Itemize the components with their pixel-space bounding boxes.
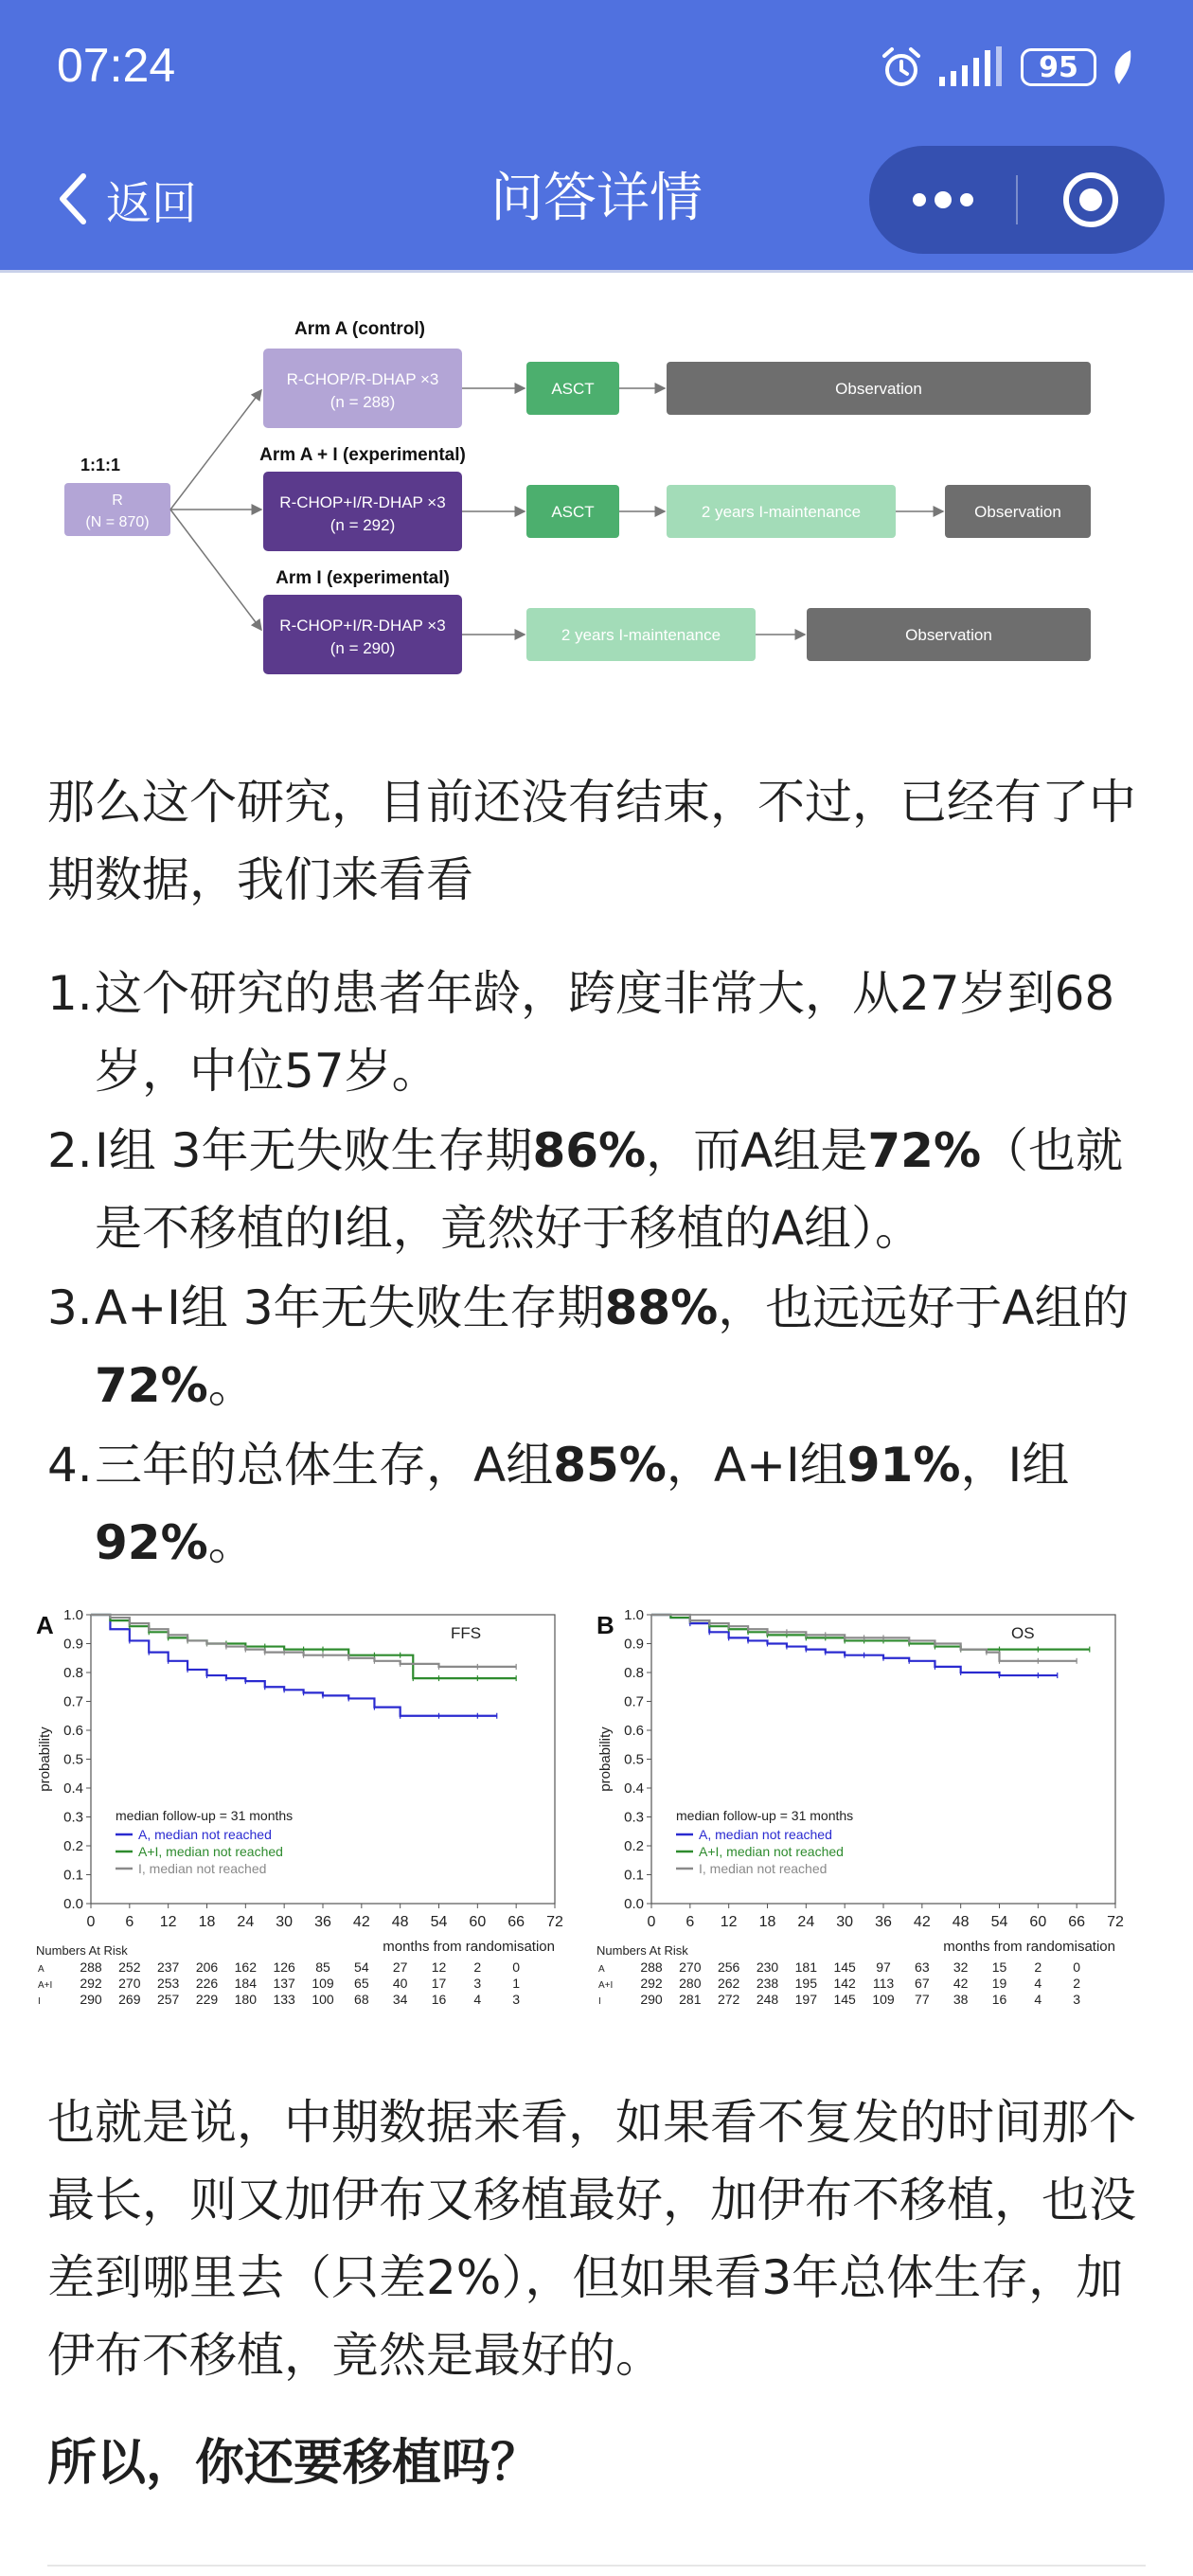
- conclusion-paragraph: 也就是说，中期数据来看，如果看不复发的时间那个最长，则又加伊布又移植最好，加伊布不移植，也没差到哪里去（只差2%），但如果看3年总体生存，加伊布不移植，竟然是最好的。: [47, 2095, 1136, 2383]
- arm-a-n: (n = 288): [329, 393, 396, 411]
- x-axis-label: months from randomisation: [943, 1939, 1115, 1955]
- text-segment: I组 3年无失败生存期: [95, 1123, 533, 1178]
- list-text: [95, 1426, 1155, 1582]
- y-tick-label: 0.4: [624, 1780, 644, 1797]
- x-tick-label: 0: [647, 1914, 656, 1930]
- x-tick-label: 72: [546, 1914, 563, 1930]
- trial-schema-diagram: [47, 294, 1146, 691]
- list-text: [95, 1269, 1155, 1424]
- rand-label: R: [112, 492, 123, 509]
- arm-ai-title: Arm A + I (experimental): [259, 445, 466, 465]
- at-risk-value: 292: [640, 1976, 663, 1991]
- list-number: 2.: [47, 1123, 93, 1178]
- x-tick-label: 24: [237, 1914, 255, 1930]
- y-tick-label: 0.1: [63, 1867, 83, 1884]
- y-tick-label: 0.6: [63, 1723, 83, 1739]
- status-time: 07:24: [57, 39, 176, 92]
- intro-paragraph: 那么这个研究，目前还没有结束，不过，已经有了中期数据，我们来看看: [47, 775, 1136, 907]
- x-tick-label: 60: [1029, 1914, 1047, 1930]
- at-risk-value: 288: [640, 1959, 663, 1975]
- at-risk-value: 100: [312, 1992, 334, 2007]
- at-risk-value: 97: [876, 1959, 891, 1975]
- x-tick-label: 54: [990, 1914, 1008, 1930]
- x-axis-label: months from randomisation: [383, 1939, 555, 1955]
- at-risk-value: 238: [756, 1976, 779, 1991]
- arm-i-n: (n = 290): [329, 639, 396, 657]
- at-risk-value: 269: [118, 1992, 141, 2007]
- at-risk-value: 4: [1034, 1976, 1042, 1991]
- at-risk-value: 126: [273, 1959, 295, 1975]
- at-risk-value: 113: [872, 1976, 895, 1991]
- at-risk-value: 1: [512, 1976, 521, 1991]
- at-risk-value: 85: [315, 1959, 330, 1975]
- at-risk-value: 180: [234, 1992, 258, 2007]
- at-risk-value: 0: [1073, 1959, 1081, 1975]
- at-risk-row-name: A: [38, 1964, 45, 1975]
- at-risk-value: 2: [473, 1959, 482, 1975]
- arm-ai-regimen-box: [263, 472, 462, 551]
- at-risk-value: 237: [156, 1959, 180, 1975]
- rand-n: (N = 870): [85, 514, 150, 530]
- at-risk-value: 32: [953, 1959, 969, 1975]
- list-text: [95, 1112, 1155, 1267]
- at-risk-value: 181: [794, 1959, 818, 1975]
- y-tick-label: 0.0: [624, 1896, 644, 1912]
- x-tick-label: 66: [507, 1914, 525, 1930]
- at-risk-value: 63: [915, 1959, 930, 1975]
- at-risk-value: 197: [794, 1992, 818, 2007]
- at-risk-value: 137: [273, 1976, 295, 1991]
- at-risk-value: 280: [679, 1976, 702, 1991]
- os-survival-chart: [596, 1603, 1160, 2048]
- y-tick-label: 0.6: [624, 1723, 644, 1739]
- branch-arm-a: [170, 390, 261, 510]
- y-tick-label: 1.0: [63, 1607, 83, 1623]
- text-segment: 。: [207, 1358, 256, 1413]
- at-risk-value: 67: [915, 1976, 930, 1991]
- arm-ai-asct: ASCT: [551, 503, 595, 521]
- y-tick-label: 0.9: [63, 1636, 83, 1653]
- text-segment: ，而A组是: [646, 1123, 868, 1178]
- legend-entry: A, median not reached: [138, 1827, 272, 1842]
- page-title: 问答详情: [490, 168, 703, 229]
- at-risk-value: 4: [473, 1992, 482, 2007]
- arm-i-observation: Observation: [905, 626, 992, 644]
- x-tick-label: 72: [1107, 1914, 1124, 1930]
- at-risk-value: 77: [915, 1992, 930, 2007]
- bold-value: 86%: [532, 1123, 647, 1178]
- status-icons: [879, 42, 1136, 93]
- list-item: [47, 1269, 1155, 1424]
- at-risk-value: 65: [354, 1976, 369, 1991]
- x-tick-label: 12: [720, 1914, 738, 1930]
- chart-title: FFS: [451, 1624, 482, 1642]
- at-risk-value: 3: [512, 1992, 521, 2007]
- final-question: 所以，你还要移植吗？: [47, 2435, 541, 2492]
- at-risk-value: 27: [392, 1959, 408, 1975]
- x-tick-label: 42: [913, 1914, 931, 1930]
- at-risk-value: 109: [872, 1992, 895, 2007]
- at-risk-value: 290: [640, 1992, 663, 2007]
- x-tick-label: 42: [352, 1914, 370, 1930]
- y-tick-label: 0.3: [624, 1809, 644, 1826]
- at-risk-value: 16: [991, 1992, 1007, 2007]
- arm-a-regimen-box: [263, 349, 462, 428]
- at-risk-value: 257: [156, 1992, 180, 2007]
- at-risk-row-name: I: [598, 1996, 601, 2007]
- signal-icon: [937, 46, 1007, 88]
- bold-value: 91%: [846, 1438, 961, 1493]
- legend-title: median follow-up = 31 months: [116, 1808, 294, 1823]
- y-axis-label: probability: [597, 1726, 614, 1792]
- arm-a-asct: ASCT: [551, 380, 595, 398]
- legend-entry: A, median not reached: [699, 1827, 832, 1842]
- at-risk-value: 290: [80, 1992, 102, 2007]
- at-risk-label: Numbers At Risk: [596, 1943, 688, 1958]
- x-tick-label: 0: [86, 1914, 96, 1930]
- text-segment: ，也远远好于A组的: [718, 1280, 1130, 1335]
- chart-title: OS: [1011, 1624, 1035, 1642]
- at-risk-value: 54: [354, 1959, 369, 1975]
- at-risk-value: 281: [679, 1992, 702, 2007]
- divider: [47, 2565, 1146, 2567]
- legend-entry: A+I, median not reached: [699, 1844, 844, 1859]
- x-tick-label: 24: [797, 1914, 815, 1930]
- y-tick-label: 0.9: [624, 1636, 644, 1653]
- at-risk-value: 68: [354, 1992, 369, 2007]
- at-risk-value: 253: [156, 1976, 180, 1991]
- bold-value: 92%: [95, 1515, 208, 1570]
- at-risk-value: 38: [953, 1992, 969, 2007]
- x-tick-label: 30: [836, 1914, 854, 1930]
- at-risk-row-name: A+I: [598, 1980, 614, 1991]
- list-item: [47, 1112, 1155, 1267]
- schema-ratio: 1:1:1: [80, 456, 121, 474]
- list-text: [95, 955, 1155, 1110]
- arm-i-regimen-box: [263, 595, 462, 674]
- y-tick-label: 0.8: [624, 1665, 644, 1681]
- text-segment: 三年的总体生存，A组: [95, 1438, 554, 1493]
- bold-value: 72%: [867, 1123, 982, 1178]
- at-risk-value: 133: [273, 1992, 295, 2007]
- battery-level: 95: [1039, 50, 1078, 84]
- bold-value: 85%: [553, 1438, 667, 1493]
- back-label: 返回: [106, 176, 198, 230]
- at-risk-value: 184: [234, 1976, 258, 1991]
- y-tick-label: 0.2: [624, 1838, 644, 1854]
- x-tick-label: 60: [469, 1914, 487, 1930]
- bold-value: 72%: [95, 1358, 208, 1413]
- text-segment: 这个研究的患者年龄，跨度非常大，从27岁到68岁，中位57岁。: [95, 966, 1115, 1099]
- at-risk-value: 40: [392, 1976, 408, 1991]
- at-risk-value: 34: [392, 1992, 408, 2007]
- at-risk-value: 12: [431, 1959, 447, 1975]
- at-risk-value: 252: [118, 1959, 141, 1975]
- at-risk-value: 162: [234, 1959, 258, 1975]
- x-tick-label: 36: [875, 1914, 892, 1930]
- text-segment: ，A+I组: [666, 1438, 847, 1493]
- at-risk-value: 42: [953, 1976, 969, 1991]
- y-tick-label: 0.8: [63, 1665, 83, 1681]
- at-risk-value: 229: [195, 1992, 219, 2007]
- at-risk-value: 226: [195, 1976, 219, 1991]
- list-item: [47, 1426, 1155, 1582]
- y-tick-label: 0.3: [63, 1809, 83, 1826]
- y-tick-label: 1.0: [624, 1607, 644, 1623]
- legend-entry: I, median not reached: [699, 1861, 828, 1876]
- at-risk-value: 270: [118, 1976, 141, 1991]
- at-risk-value: 288: [80, 1959, 102, 1975]
- x-tick-label: 48: [391, 1914, 409, 1930]
- arm-ai-n: (n = 292): [329, 516, 396, 534]
- branch-arm-i: [170, 510, 261, 630]
- x-tick-label: 36: [314, 1914, 331, 1930]
- text-segment: A+I组 3年无失败生存期: [95, 1280, 605, 1335]
- at-risk-value: 4: [1034, 1992, 1042, 2007]
- at-risk-value: 3: [473, 1976, 482, 1991]
- x-tick-label: 54: [430, 1914, 448, 1930]
- battery-icon: [1021, 48, 1096, 86]
- panel-label: A: [36, 1611, 54, 1639]
- arm-i-title: Arm I (experimental): [276, 568, 450, 588]
- at-risk-value: 17: [431, 1976, 447, 1991]
- alarm-icon: [879, 45, 924, 90]
- arm-ai-regimen: R-CHOP+I/R-DHAP ×3: [279, 493, 446, 511]
- text-segment: （也就是不移植的I组，竟然好于移植的A组）。: [95, 1123, 1124, 1256]
- at-risk-value: 2: [1073, 1976, 1081, 1991]
- x-tick-label: 30: [276, 1914, 294, 1930]
- at-risk-value: 272: [717, 1992, 740, 2007]
- y-axis-label: probability: [37, 1726, 53, 1792]
- at-risk-value: 206: [195, 1959, 219, 1975]
- close-miniprogram-button[interactable]: [1018, 146, 1165, 254]
- at-risk-value: 262: [717, 1976, 740, 1991]
- mini-program-capsule: [869, 146, 1165, 254]
- at-risk-value: 145: [833, 1959, 856, 1975]
- at-risk-value: 270: [679, 1959, 702, 1975]
- at-risk-value: 19: [991, 1976, 1007, 1991]
- list-number: 3.: [47, 1280, 93, 1335]
- legend-entry: I, median not reached: [138, 1861, 267, 1876]
- at-risk-value: 3: [1073, 1992, 1081, 2007]
- legend-title: median follow-up = 31 months: [676, 1808, 854, 1823]
- at-risk-value: 230: [756, 1959, 779, 1975]
- at-risk-value: 109: [312, 1976, 334, 1991]
- arm-ai-maintenance: 2 years I-maintenance: [701, 503, 862, 521]
- nav-bar: [0, 133, 1193, 273]
- legend-entry: A+I, median not reached: [138, 1844, 283, 1859]
- list-number: 1.: [47, 966, 93, 1021]
- list-item: [47, 955, 1155, 1110]
- text-segment: ，I组: [960, 1438, 1070, 1493]
- y-tick-label: 0.0: [63, 1896, 83, 1912]
- more-dots-icon: [910, 190, 976, 209]
- findings-list: [47, 955, 1155, 1583]
- at-risk-value: 256: [717, 1959, 740, 1975]
- at-risk-value: 15: [991, 1959, 1007, 1975]
- panel-label: B: [596, 1611, 614, 1639]
- arm-a-observation: Observation: [835, 380, 922, 398]
- y-tick-label: 0.5: [63, 1751, 83, 1768]
- y-tick-label: 0.4: [63, 1780, 83, 1797]
- x-tick-label: 6: [125, 1914, 134, 1930]
- x-tick-label: 18: [198, 1914, 216, 1930]
- at-risk-value: 2: [1034, 1959, 1042, 1975]
- arm-i-maintenance: 2 years I-maintenance: [561, 626, 721, 644]
- x-tick-label: 12: [159, 1914, 177, 1930]
- x-tick-label: 66: [1068, 1914, 1086, 1930]
- at-risk-row-name: I: [38, 1996, 41, 2007]
- text-segment: 。: [207, 1515, 256, 1570]
- at-risk-row-name: A+I: [38, 1980, 53, 1991]
- arm-i-regimen: R-CHOP+I/R-DHAP ×3: [279, 617, 446, 635]
- arm-ai-observation: Observation: [974, 503, 1061, 521]
- x-tick-label: 18: [758, 1914, 776, 1930]
- arm-a-title: Arm A (control): [294, 319, 425, 339]
- at-risk-row-name: A: [598, 1964, 605, 1975]
- target-icon: [1060, 170, 1121, 230]
- at-risk-value: 195: [794, 1976, 818, 1991]
- at-risk-value: 142: [833, 1976, 856, 1991]
- at-risk-label: Numbers At Risk: [36, 1943, 128, 1958]
- at-risk-value: 0: [512, 1959, 521, 1975]
- y-tick-label: 0.1: [624, 1867, 644, 1884]
- y-tick-label: 0.5: [624, 1751, 644, 1768]
- x-tick-label: 6: [686, 1914, 695, 1930]
- at-risk-value: 16: [431, 1992, 447, 2007]
- y-tick-label: 0.7: [624, 1693, 644, 1710]
- bold-value: 88%: [604, 1280, 719, 1335]
- at-risk-value: 145: [833, 1992, 856, 2007]
- at-risk-value: 248: [756, 1992, 779, 2007]
- status-bar: [0, 0, 1193, 133]
- y-tick-label: 0.2: [63, 1838, 83, 1854]
- list-number: 4.: [47, 1438, 93, 1493]
- leaf-icon: [1110, 48, 1136, 86]
- at-risk-value: 292: [80, 1976, 102, 1991]
- arm-a-regimen: R-CHOP/R-DHAP ×3: [286, 370, 439, 388]
- x-tick-label: 48: [952, 1914, 970, 1930]
- ffs-survival-chart: [36, 1603, 599, 2048]
- y-tick-label: 0.7: [63, 1693, 83, 1710]
- more-button[interactable]: [869, 146, 1016, 254]
